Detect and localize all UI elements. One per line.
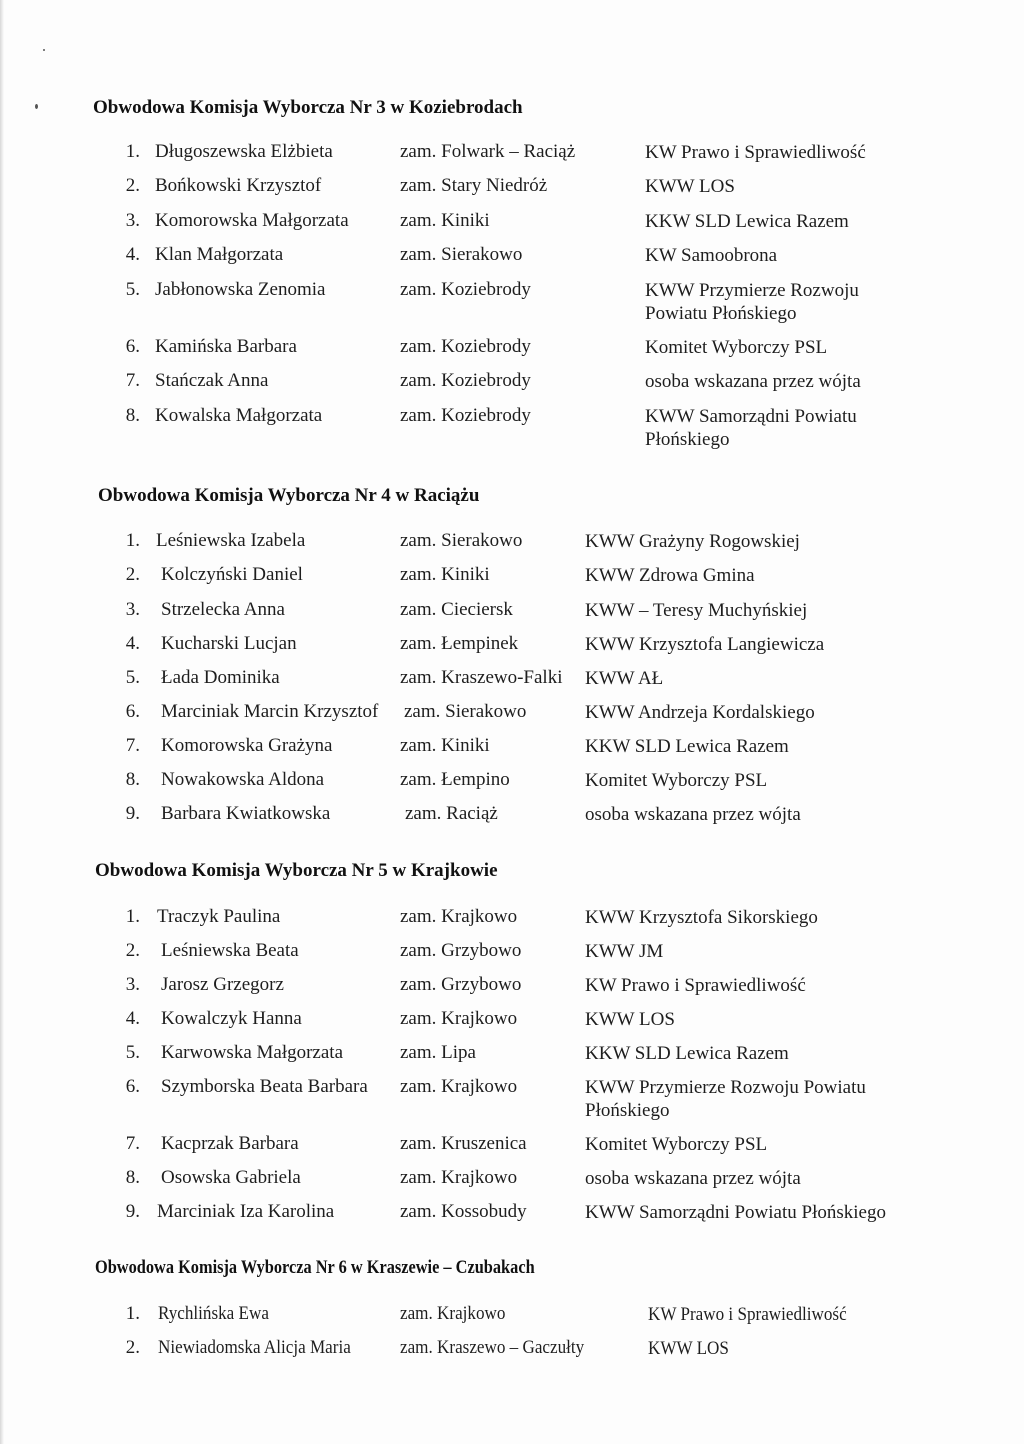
member-address: zam. Krajkowo: [400, 1167, 518, 1188]
member-committee: [585, 530, 800, 553]
member-committee: [585, 667, 663, 690]
committee-line: osoba wskazana przez wójta: [585, 1168, 801, 1189]
committee-line: KW Prawo i Sprawiedliwość: [645, 142, 866, 163]
member-name: Kacprzak Barbara: [161, 1133, 299, 1154]
member-number: 2.: [125, 1337, 140, 1358]
committee-line: KW Prawo i Sprawiedliwość: [648, 1304, 847, 1325]
member-address: zam. Krajkowo: [400, 1008, 518, 1029]
member-committee: [648, 1303, 847, 1326]
member-address: zam. Lipa: [400, 1042, 476, 1063]
committee-line: KKW SLD Lewica Razem: [585, 1043, 789, 1064]
member-address: zam. Koziebrody: [400, 405, 531, 426]
committee-line: KW Samoobrona: [645, 245, 778, 266]
committee-line: KWW LOS: [648, 1338, 729, 1359]
member-name: Stańczak Anna: [155, 370, 269, 391]
member-number: 2.: [125, 175, 140, 196]
member-number: 6.: [125, 1076, 140, 1097]
member-address: zam. Koziebrody: [400, 279, 531, 300]
member-address: zam. Kraszewo – Gaczułty: [400, 1337, 585, 1358]
member-address: zam. Stary Niedróż: [400, 175, 548, 196]
member-name: Osowska Gabriela: [161, 1167, 301, 1188]
commission-heading: Obwodowa Komisja Wyborcza Nr 3 w Koziebrodach: [93, 97, 523, 118]
member-name: Klan Małgorzata: [155, 244, 284, 265]
committee-line: osoba wskazana przez wójta: [645, 371, 861, 392]
member-name: Bońkowski Krzysztof: [155, 175, 322, 196]
committee-line: KWW Krzysztofa Langiewicza: [585, 634, 825, 655]
member-name: Kamińska Barbara: [155, 336, 297, 357]
committee-line-continued: Płońskiego: [585, 1100, 670, 1121]
member-address: zam. Folwark – Raciąż: [400, 141, 576, 162]
member-name: Jarosz Grzegorz: [161, 974, 284, 995]
member-committee: [645, 244, 777, 267]
member-address: zam. Cieciersk: [400, 599, 513, 620]
member-committee: [645, 175, 735, 198]
committee-line: KWW LOS: [645, 176, 735, 197]
member-name: Traczyk Paulina: [157, 906, 281, 927]
member-number: 4.: [125, 633, 140, 654]
member-number: 9.: [125, 803, 140, 824]
committee-line: KWW Zdrowa Gmina: [585, 565, 755, 586]
member-committee: [585, 769, 767, 792]
member-address: zam. Łempino: [400, 769, 510, 790]
member-number: 6.: [125, 336, 140, 357]
member-name: Marciniak Iza Karolina: [157, 1201, 335, 1222]
member-name: Marciniak Marcin Krzysztof: [161, 701, 379, 722]
member-name: Kowalska Małgorzata: [155, 405, 323, 426]
member-committee: [585, 1201, 886, 1224]
member-number: 4.: [125, 1008, 140, 1029]
committee-line: KW Prawo i Sprawiedliwość: [585, 975, 806, 996]
member-name: Niewiadomska Alicja Maria: [158, 1337, 351, 1358]
member-number: 7.: [125, 735, 140, 756]
member-committee: [645, 279, 859, 325]
member-name: Szymborska Beata Barbara: [161, 1076, 368, 1097]
member-number: 5.: [125, 1042, 140, 1063]
member-address: zam. Sierakowo: [400, 244, 523, 265]
member-name: Komorowska Małgorzata: [155, 210, 349, 231]
committee-line-continued: Płońskiego: [645, 429, 730, 450]
member-name: Kucharski Lucjan: [161, 633, 297, 654]
member-number: 2.: [125, 564, 140, 585]
member-name: Komorowska Grażyna: [161, 735, 333, 756]
committee-line: KWW AŁ: [585, 668, 664, 689]
member-committee: [645, 210, 849, 233]
member-committee: [585, 1167, 801, 1190]
member-address: zam. Koziebrody: [400, 336, 531, 357]
commission-heading: Obwodowa Komisja Wyborcza Nr 6 w Kraszewie – Czubakach: [95, 1257, 535, 1278]
committee-line: KWW Przymierze Rozwoju: [645, 280, 859, 301]
committee-line: Komitet Wyborczy PSL: [585, 770, 768, 791]
member-committee: [585, 1042, 789, 1065]
member-committee: [645, 405, 857, 451]
member-committee: [585, 735, 789, 758]
scan-speck: [35, 104, 38, 109]
member-number: 4.: [125, 244, 140, 265]
member-name: Karwowska Małgorzata: [161, 1042, 344, 1063]
member-address: zam. Grzybowo: [400, 974, 522, 995]
committee-line: osoba wskazana przez wójta: [585, 804, 801, 825]
committee-line: Komitet Wyborczy PSL: [585, 1134, 768, 1155]
member-number: 7.: [125, 370, 140, 391]
member-number: 7.: [125, 1133, 140, 1154]
member-address: zam. Sierakowo: [404, 701, 527, 722]
member-address: zam. Kiniki: [400, 735, 490, 756]
member-number: 6.: [125, 701, 140, 722]
member-number: 9.: [125, 1201, 140, 1222]
member-number: 3.: [125, 974, 140, 995]
member-name: Jabłonowska Zenomia: [155, 279, 326, 300]
member-name: Barbara Kwiatkowska: [161, 803, 331, 824]
member-address: zam. Kiniki: [400, 210, 490, 231]
member-committee: [645, 370, 861, 393]
member-address: zam. Kiniki: [400, 564, 490, 585]
member-address: zam. Kossobudy: [400, 1201, 527, 1222]
member-number: 2.: [125, 940, 140, 961]
member-name: Nowakowska Aldona: [161, 769, 325, 790]
member-committee: [585, 564, 755, 587]
member-committee: [645, 141, 866, 164]
member-number: 3.: [125, 599, 140, 620]
member-name: Leśniewska Izabela: [156, 530, 306, 551]
member-number: 1.: [125, 530, 140, 551]
member-name: Strzelecka Anna: [161, 599, 285, 620]
scan-edge: [0, 0, 4, 1444]
member-name: Kolczyński Daniel: [161, 564, 303, 585]
member-address: zam. Krajkowo: [400, 906, 518, 927]
committee-line: KWW – Teresy Muchyńskiej: [585, 600, 808, 621]
member-number: 1.: [125, 141, 140, 162]
member-address: zam. Krajkowo: [400, 1303, 506, 1324]
member-address: zam. Raciąż: [405, 803, 498, 824]
member-committee: [648, 1337, 729, 1360]
committee-line: KWW LOS: [585, 1009, 675, 1030]
member-committee: [585, 599, 807, 622]
member-address: zam. Łempinek: [400, 633, 519, 654]
member-committee: [645, 336, 827, 359]
member-number: 8.: [125, 405, 140, 426]
commission-heading: Obwodowa Komisja Wyborcza Nr 5 w Krajkowie: [95, 860, 498, 881]
committee-line-continued: Powiatu Płońskiego: [645, 303, 797, 324]
commission-heading: Obwodowa Komisja Wyborcza Nr 4 w Raciążu: [98, 485, 480, 506]
member-committee: [585, 1008, 675, 1031]
member-address: zam. Krajkowo: [400, 1076, 518, 1097]
member-committee: [585, 701, 815, 724]
member-number: 5.: [125, 279, 140, 300]
member-committee: [585, 1133, 767, 1156]
committee-line: Komitet Wyborczy PSL: [645, 337, 828, 358]
member-address: zam. Koziebrody: [400, 370, 531, 391]
committee-line: KWW JM: [585, 941, 664, 962]
committee-line: KKW SLD Lewica Razem: [645, 211, 849, 232]
member-name: Kowalczyk Hanna: [161, 1008, 302, 1029]
committee-line: KWW Przymierze Rozwoju Powiatu: [585, 1077, 866, 1098]
member-committee: [585, 1076, 866, 1122]
member-committee: [585, 633, 824, 656]
member-number: 5.: [125, 667, 140, 688]
member-number: 8.: [125, 769, 140, 790]
member-address: zam. Sierakowo: [400, 530, 523, 551]
member-committee: [585, 803, 801, 826]
member-address: zam. Kruszenica: [400, 1133, 527, 1154]
member-address: zam. Grzybowo: [400, 940, 522, 961]
member-committee: [585, 940, 663, 963]
member-address: zam. Kraszewo-Falki: [400, 667, 563, 688]
committee-line: KWW Grażyny Rogowskiej: [585, 531, 800, 552]
committee-line: KWW Krzysztofa Sikorskiego: [585, 907, 818, 928]
member-committee: [585, 974, 806, 997]
member-number: 8.: [125, 1167, 140, 1188]
member-name: Leśniewska Beata: [161, 940, 299, 961]
committee-line: KWW Samorządni Powiatu Płońskiego: [585, 1202, 886, 1223]
committee-line: KWW Andrzeja Kordalskiego: [585, 702, 815, 723]
member-number: 1.: [125, 906, 140, 927]
scan-speck: [43, 49, 45, 51]
member-name: Długoszewska Elżbieta: [155, 141, 333, 162]
member-name: Łada Dominika: [161, 667, 280, 688]
member-number: 1.: [125, 1303, 140, 1324]
committee-line: KKW SLD Lewica Razem: [585, 736, 789, 757]
member-number: 3.: [125, 210, 140, 231]
member-committee: [585, 906, 818, 929]
member-name: Rychlińska Ewa: [158, 1303, 269, 1324]
committee-line: KWW Samorządni Powiatu: [645, 406, 857, 427]
